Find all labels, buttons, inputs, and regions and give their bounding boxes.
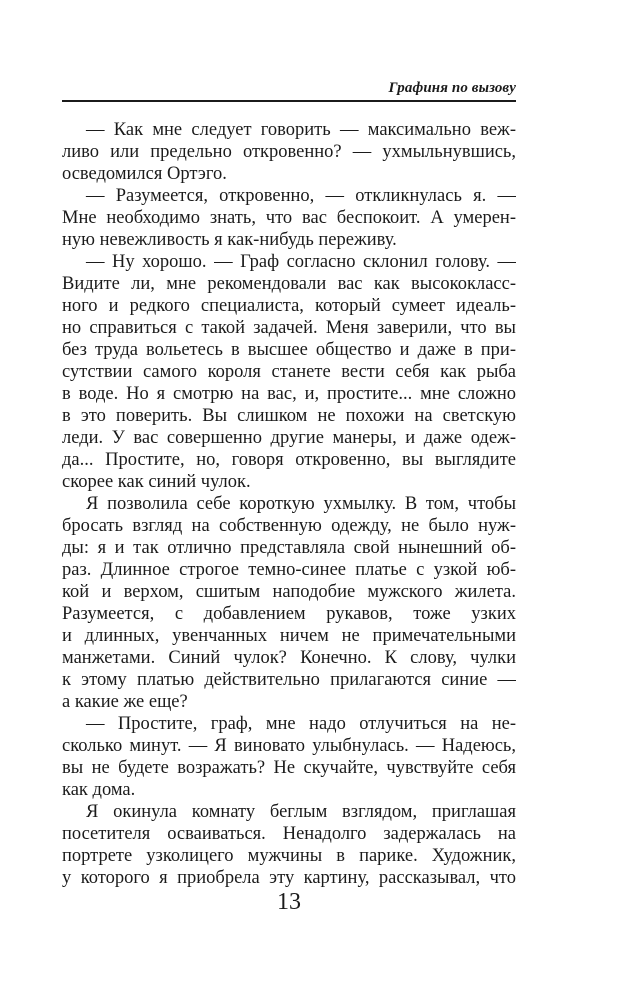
text-line: ды: я и так отлично представляла свой нынешний об- — [62, 538, 516, 558]
text-line: а какие же еще? — [62, 692, 188, 712]
text-line: как дома. — [62, 780, 136, 800]
text-line: и длинных, увенчанных ничем не примечательными — [62, 626, 516, 646]
text-line: у которого я приобрела эту картину, рассказывал, что — [62, 868, 516, 888]
header-rule — [62, 100, 516, 102]
text-line: Разумеется, с добавлением рукавов, тоже узких — [62, 604, 516, 624]
paragraph — [62, 251, 516, 493]
page-number: 13 — [277, 889, 301, 915]
text-line: — Простите, граф, мне надо отлучиться на не- — [86, 714, 516, 734]
text-line: — Ну хорошо. — Граф согласно склонил голову. — — [86, 252, 516, 272]
text-line: — Как мне следует говорить — максимально веж- — [86, 120, 516, 140]
paragraph — [62, 493, 516, 713]
text-line: в это поверить. Вы слишком не похожи на светскую — [62, 406, 516, 426]
text-line: портрете узколицего мужчины в парике. Художник, — [62, 846, 516, 866]
text-line: манжетами. Синий чулок? Конечно. К слову, чулки — [62, 648, 516, 668]
text-line: да... Простите, но, говоря откровенно, вы выглядите — [62, 450, 516, 470]
paragraph — [62, 119, 516, 185]
text-line: Я позволила себе короткую ухмылку. В том, чтобы — [86, 494, 516, 514]
text-line: скорее как синий чулок. — [62, 472, 251, 492]
text-line: вы не будете возражать? Не скучайте, чувствуйте себя — [62, 758, 516, 778]
text-line: посетителя осваиваться. Ненадолго задержалась на — [62, 824, 516, 844]
text-line: ливо или предельно откровенно? — ухмыльнувшись, — [62, 142, 516, 162]
text-line: — Разумеется, откровенно, — откликнулась я. — — [86, 186, 516, 206]
text-line: Я окинула комнату беглым взглядом, приглашая — [86, 802, 516, 822]
text-line: ную невежливость я как-нибудь переживу. — [62, 230, 397, 250]
text-line: без труда вольетесь в высшее общество и даже в при- — [62, 340, 516, 360]
text-line: Видите ли, мне рекомендовали вас как высококласс- — [62, 274, 516, 294]
text-line: сутствии самого короля станете вести себя как рыба — [62, 362, 516, 382]
paragraph — [62, 185, 516, 251]
text-line: кой и верхом, сшитым наподобие мужского жилета. — [62, 582, 516, 602]
text-line: бросать взгляд на собственную одежду, не было нуж- — [62, 516, 516, 536]
text-line: осведомился Ортэго. — [62, 164, 227, 184]
paragraph — [62, 713, 516, 801]
text-line: ного и редкого специалиста, который сумеет идеаль- — [62, 296, 516, 316]
running-title: Графиня по вызову — [388, 80, 516, 96]
paragraph — [62, 801, 516, 889]
text-line: к этому платью действительно прилагаются синие — — [62, 670, 516, 690]
text-line: в воде. Но я смотрю на вас, и, простите... мне сложно — [62, 384, 516, 404]
text-line: Мне необходимо знать, что вас беспокоит. А умерен- — [62, 208, 516, 228]
text-line: леди. У вас совершенно другие манеры, и даже одеж- — [62, 428, 516, 448]
text-line: раз. Длинное строгое темно-синее платье с узкой юб- — [62, 560, 516, 580]
body-text — [62, 119, 516, 889]
text-line: сколько минут. — Я виновато улыбнулась. — Надеюсь, — [62, 736, 516, 756]
text-line: но справиться с такой задачей. Меня заверили, что вы — [62, 318, 516, 338]
